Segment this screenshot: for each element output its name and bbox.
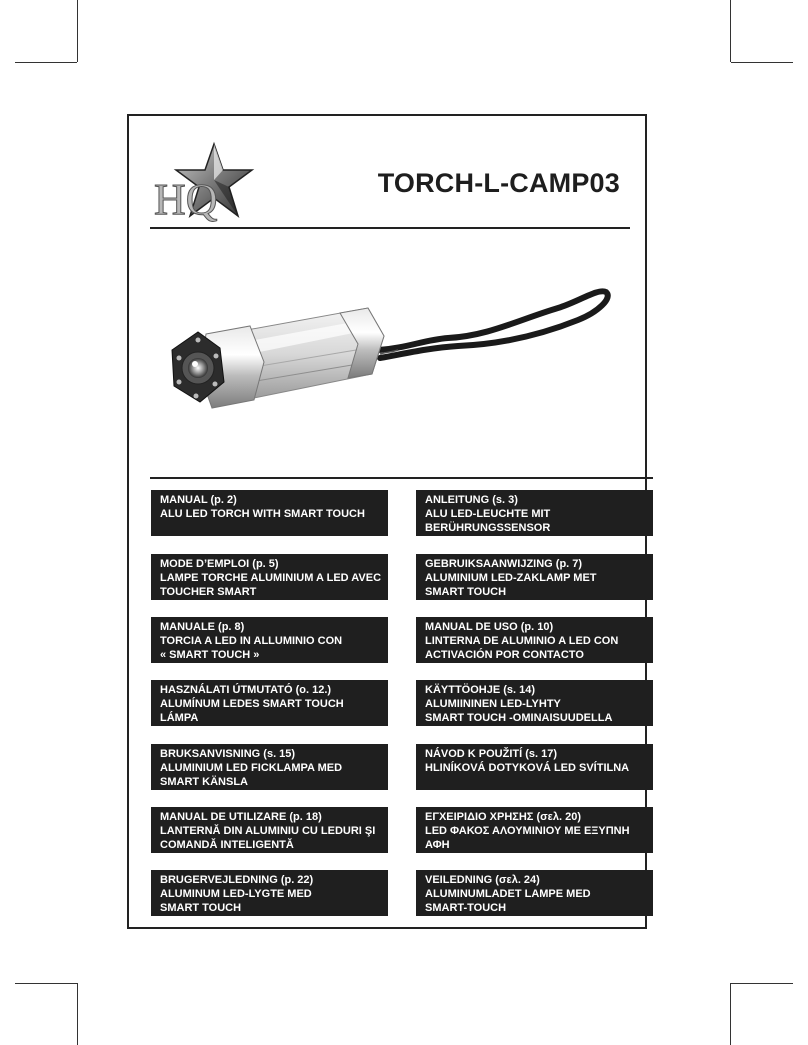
section-line: ALUMINIUM LED FICKLAMPA MED bbox=[160, 762, 343, 774]
section-line: ALUMINIUM LED-ZAKLAMP MET bbox=[425, 572, 597, 584]
section-line: SMART TOUCH bbox=[425, 586, 507, 598]
section-line: ΕΓΧΕΙΡΙΔΙΟ ΧΡΗΣΗΣ (σελ. 20) bbox=[425, 811, 582, 823]
section-line: LED ΦΑΚΟΣ ΑΛΟΥΜΙΝΙΟΥ ΜΕ ΕΞΥΠΝΗ bbox=[425, 825, 630, 837]
product-model-title: TORCH-L-CAMP03 bbox=[377, 168, 620, 198]
section-line: « SMART TOUCH » bbox=[160, 649, 260, 661]
section-line: LINTERNA DE ALUMINIO A LED CON bbox=[425, 635, 619, 647]
crop-mark bbox=[731, 62, 793, 63]
section-line: ALUMINUM LED-LYGTE MED bbox=[160, 888, 312, 900]
svg-text:HQ: HQ bbox=[154, 175, 218, 222]
section-line: ALU LED TORCH WITH SMART TOUCH bbox=[160, 508, 365, 520]
crop-mark bbox=[730, 0, 731, 62]
crop-mark bbox=[730, 983, 731, 1045]
manual-section-nl bbox=[416, 554, 653, 600]
section-line: TORCIA A LED IN ALLUMINIO CON bbox=[160, 635, 343, 647]
section-line: HLINÍKOVÁ DOTYKOVÁ LED SVÍTILNA bbox=[425, 762, 630, 774]
manual-section-fi bbox=[416, 680, 653, 726]
section-line: ALUMÍNUM LEDES SMART TOUCH bbox=[160, 698, 344, 710]
section-line: ALUMINUMLADET LAMPE MED bbox=[425, 888, 591, 900]
section-line: LÁMPA bbox=[160, 712, 199, 724]
section-line: SMART-TOUCH bbox=[425, 902, 507, 914]
section-line: ANLEITUNG (s. 3) bbox=[425, 494, 518, 506]
section-line: MODE D’EMPLOI (p. 5) bbox=[160, 558, 279, 570]
section-line: LAMPE TORCHE ALUMINIUM A LED AVEC bbox=[160, 572, 382, 584]
manual-section-no bbox=[416, 870, 653, 916]
crop-mark bbox=[77, 983, 78, 1045]
manual-section-hu bbox=[151, 680, 388, 726]
manual-section-de bbox=[416, 490, 653, 536]
section-line: ALU LED-LEUCHTE MIT bbox=[425, 508, 551, 520]
section-line: HASZNÁLATI ÚTMUTATÓ (o. 12.) bbox=[160, 684, 332, 696]
section-line: SMART TOUCH bbox=[160, 902, 242, 914]
section-line: SMART TOUCH -OMINAISUUDELLA bbox=[425, 712, 613, 724]
manual-section-it bbox=[151, 617, 388, 663]
product-torch-image bbox=[158, 278, 618, 418]
manual-section-en bbox=[151, 490, 388, 536]
manual-section-ro bbox=[151, 807, 388, 853]
section-line: TOUCHER SMART bbox=[160, 586, 257, 598]
section-line: BERÜHRUNGSSENSOR bbox=[425, 522, 551, 534]
section-line: LANTERNĂ DIN ALUMINIU CU LEDURI ŞI bbox=[160, 825, 376, 837]
section-line: VEILEDNING (σελ. 24) bbox=[425, 874, 540, 886]
section-line: SMART KÄNSLA bbox=[160, 776, 248, 788]
section-line: BRUKSANVISNING (s. 15) bbox=[160, 748, 296, 760]
manual-section-da bbox=[151, 870, 388, 916]
section-line: COMANDĂ INTELIGENTĂ bbox=[160, 839, 294, 851]
section-line: BRUGERVEJLEDNING (p. 22) bbox=[160, 874, 314, 886]
crop-mark bbox=[731, 983, 793, 984]
section-line: ACTIVACIÓN POR CONTACTO bbox=[425, 649, 584, 661]
divider bbox=[150, 227, 630, 229]
section-line: MANUAL (p. 2) bbox=[160, 494, 237, 506]
divider bbox=[150, 477, 653, 479]
manual-section-fr bbox=[151, 554, 388, 600]
crop-mark bbox=[15, 62, 77, 63]
section-line: KÄYTTÖOHJE (s. 14) bbox=[425, 684, 536, 696]
section-line: ALUMIININEN LED-LYHTY bbox=[425, 698, 561, 710]
manual-section-sv bbox=[151, 744, 388, 790]
star-logo-icon bbox=[152, 140, 257, 222]
section-line: MANUALE (p. 8) bbox=[160, 621, 245, 633]
manual-section-cs bbox=[416, 744, 653, 790]
section-line: MANUAL DE UTILIZARE (p. 18) bbox=[160, 811, 322, 823]
section-line: MANUAL DE USO (p. 10) bbox=[425, 621, 554, 633]
manual-section-es bbox=[416, 617, 653, 663]
manual-section-el bbox=[416, 807, 653, 853]
crop-mark bbox=[77, 0, 78, 62]
section-line: NÁVOD K POUŽITÍ (s. 17) bbox=[425, 748, 558, 760]
section-line: ΑΦΗ bbox=[425, 839, 450, 851]
crop-mark bbox=[15, 983, 77, 984]
section-line: GEBRUIKSAANWIJZING (p. 7) bbox=[425, 558, 583, 570]
